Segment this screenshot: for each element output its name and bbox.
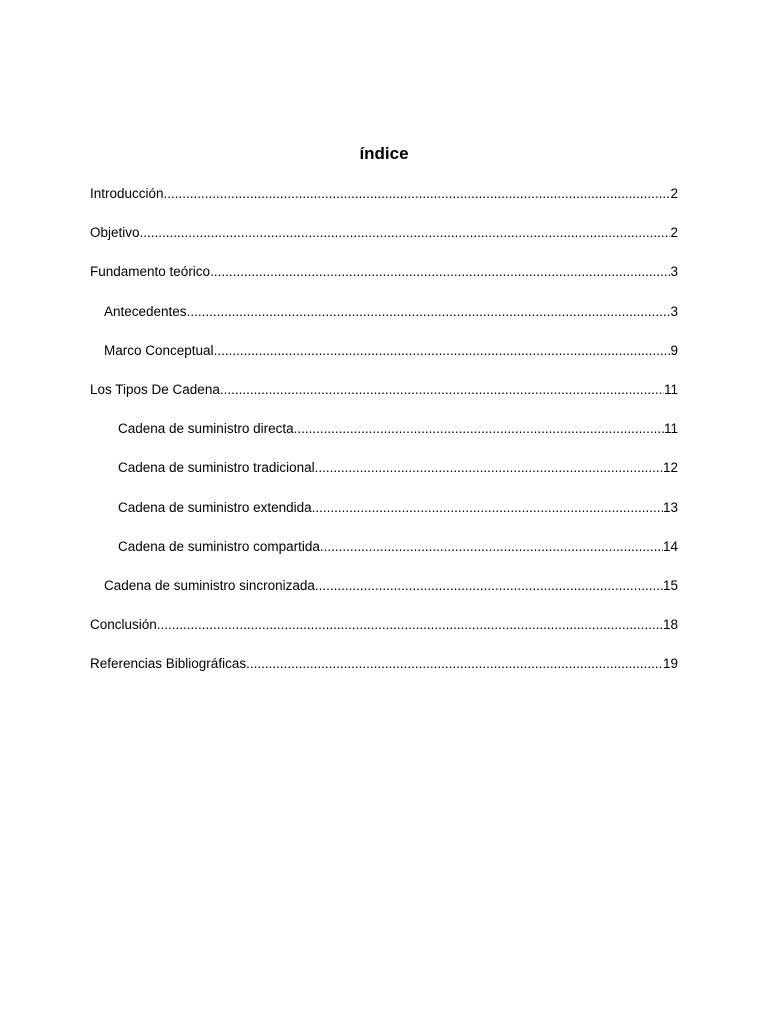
toc-entry-label: Cadena de suministro compartida (118, 538, 320, 554)
dot-leader (315, 458, 663, 478)
toc-entry-page: 14 (662, 538, 678, 554)
toc-entry[interactable] (90, 302, 678, 341)
dot-leader (157, 615, 663, 635)
toc-entry-label: Cadena de suministro directa (118, 421, 294, 437)
toc-entry-page: 3 (670, 264, 678, 280)
dot-leader (214, 341, 671, 361)
dot-leader (320, 537, 663, 557)
toc-entry-page: 13 (662, 499, 678, 515)
toc-entry-label: Fundamento teórico (90, 264, 211, 280)
toc-entry-label: Referencias Bibliográficas (90, 656, 247, 672)
toc-entry[interactable] (90, 458, 678, 497)
dot-leader (140, 223, 671, 243)
toc-entry[interactable] (90, 654, 678, 693)
toc-entry-page: 3 (670, 303, 678, 319)
toc-entry-label: Cadena de suministro tradicional (118, 460, 315, 476)
dot-leader (164, 184, 671, 204)
toc-entry-page: 19 (662, 656, 678, 672)
dot-leader (220, 380, 664, 400)
dot-leader (312, 498, 663, 518)
toc-entry-label: Los Tipos De Cadena (90, 381, 220, 397)
toc-entry-page: 11 (663, 381, 678, 397)
dot-leader (210, 262, 670, 282)
toc-entry[interactable] (90, 184, 678, 223)
dot-leader (315, 576, 663, 596)
toc-entry[interactable] (90, 615, 678, 654)
toc-entry[interactable] (90, 223, 678, 262)
table-of-contents (90, 184, 678, 693)
toc-entry-page: 12 (662, 460, 678, 476)
page-title: índice (359, 144, 409, 163)
toc-entry-label: Marco Conceptual (104, 342, 214, 358)
toc-entry-label: Cadena de suministro sincronizada (104, 577, 315, 593)
toc-entry-label: Antecedentes (104, 303, 187, 319)
toc-entry-label: Conclusión (90, 617, 157, 633)
toc-entry-page: 11 (663, 421, 678, 437)
dot-leader (187, 302, 671, 322)
toc-entry[interactable] (90, 380, 678, 419)
toc-entry[interactable] (90, 576, 678, 615)
toc-entry-page: 2 (670, 225, 678, 241)
toc-entry-label: Cadena de suministro extendida (118, 499, 312, 515)
toc-entry[interactable] (90, 537, 678, 576)
toc-entry-page: 2 (670, 186, 678, 201)
toc-entry[interactable] (90, 262, 678, 301)
toc-entry[interactable] (90, 341, 678, 380)
toc-entry[interactable] (90, 419, 678, 458)
toc-entry-page: 15 (662, 577, 678, 593)
toc-entry-page: 9 (670, 342, 678, 358)
toc-entry-page: 18 (662, 617, 678, 633)
dot-leader (294, 419, 664, 439)
toc-entry[interactable] (90, 498, 678, 537)
toc-entry-label: Objetivo (90, 225, 140, 241)
toc-entry-label: Introducción (90, 186, 164, 201)
dot-leader (246, 654, 663, 674)
